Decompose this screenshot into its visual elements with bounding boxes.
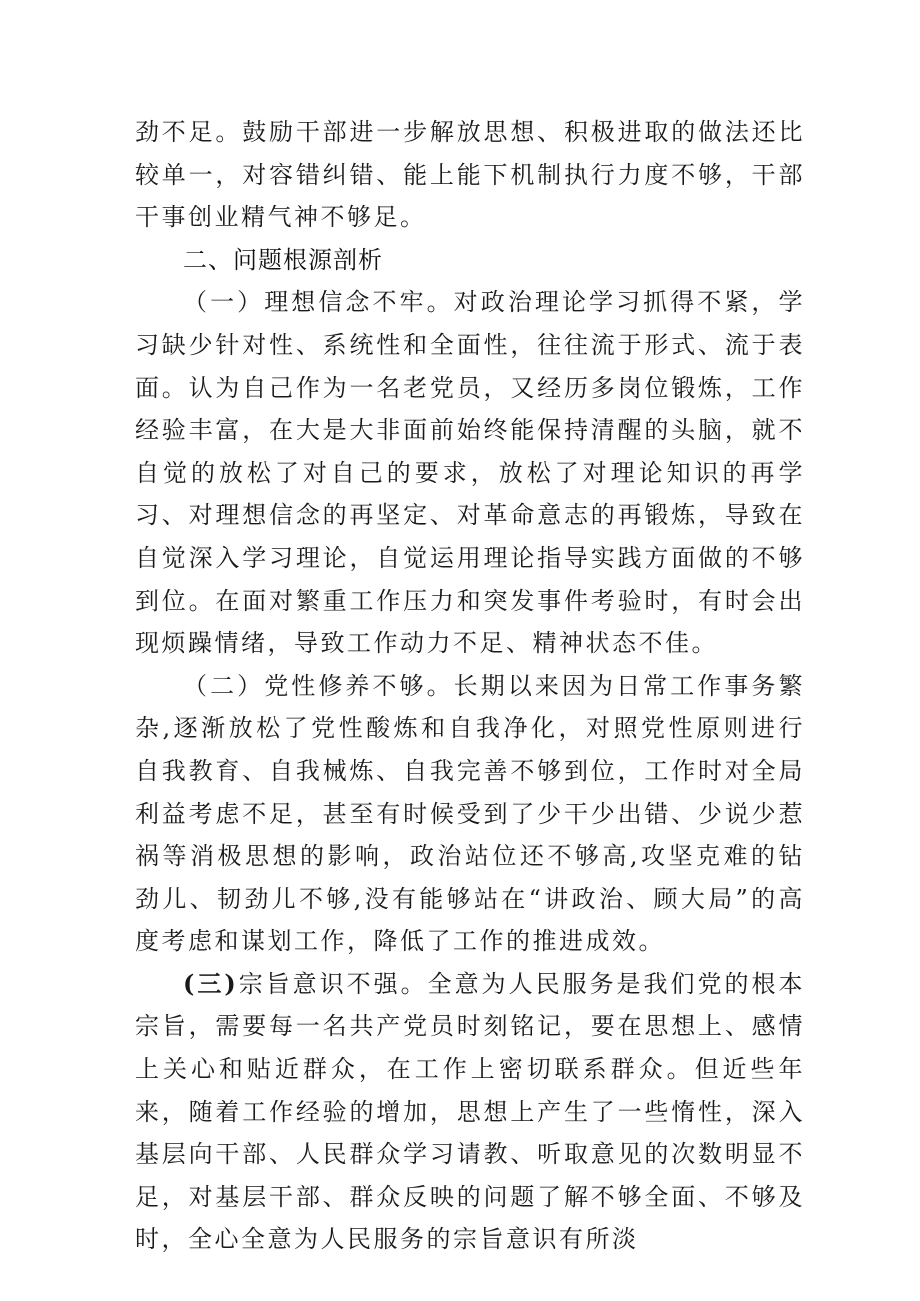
paragraph-text: （一）理想信念不牢。对政治理论学习抓得不紧，学习缺少针对性、系统性和全面性，往往流于形式、流于表面。认为自己作为一名老党员，又经历多岗位锻炼，工作经验丰富，在大是大非面前始终能保持清醒的头脑，就不自觉的放松了对自己的要求，放松了对理论知识的再学习、对理想信念的再坚定、对革命意志的再锻炼，导致在自觉深入学习理论，自觉运用理论指导实践方面做的不够到位。在面对繁重工作压力和突发事件考验时，有时会出现烦躁情绪，导致工作动力不足、精神状态不佳。: [135, 288, 805, 658]
paragraph-continuation: [135, 111, 805, 239]
heading-text: 二、问题根源剖析: [183, 245, 383, 274]
document-body: [135, 111, 805, 1261]
section-heading: [135, 239, 805, 282]
paragraph-text: （二）党性修养不够。长期以来因为日常工作事务繁杂,逐渐放松了党性酸炼和自我净化，对照党性原则进行自我教育、自我械炼、自我完善不够到位，工作时对全局利益考虑不足，甚至有时候受到了少干少出错、少说少惹祸等消极思想的影响，政治站位还不够高,攻坚克难的钻劲儿、韧劲儿不够,没有能够站在“讲政治、顾大局”的高度考虑和谋划工作，降低了工作的推进成效。: [135, 671, 805, 956]
paragraph-ideals: [135, 281, 805, 664]
paragraph-party-spirit: [135, 665, 805, 963]
paragraph-text: 劲不足。鼓励干部进一步解放思想、积极进取的做法还比较单一，对容错纠错、能上能下机制执行力度不够，干部干事创业精气神不够足。: [135, 118, 805, 232]
paragraph-purpose: [135, 963, 805, 1261]
paragraph-text: 宗旨意识不强。全意为人民服务是我们党的根本宗旨，需要每一名共产党员时刻铭记，要在思想上、感情上关心和贴近群众，在工作上密切联系群众。但近些年来，随着工作经验的增加，思想上产生了一些惰性，深入基层向干部、人民群众学习请教、听取意见的次数明显不足，对基层干部、群众反映的问题了解不够全面、不够及时，全心全意为人民服务的宗旨意识有所淡: [135, 969, 806, 1254]
paragraph-lead: (三): [183, 968, 239, 998]
